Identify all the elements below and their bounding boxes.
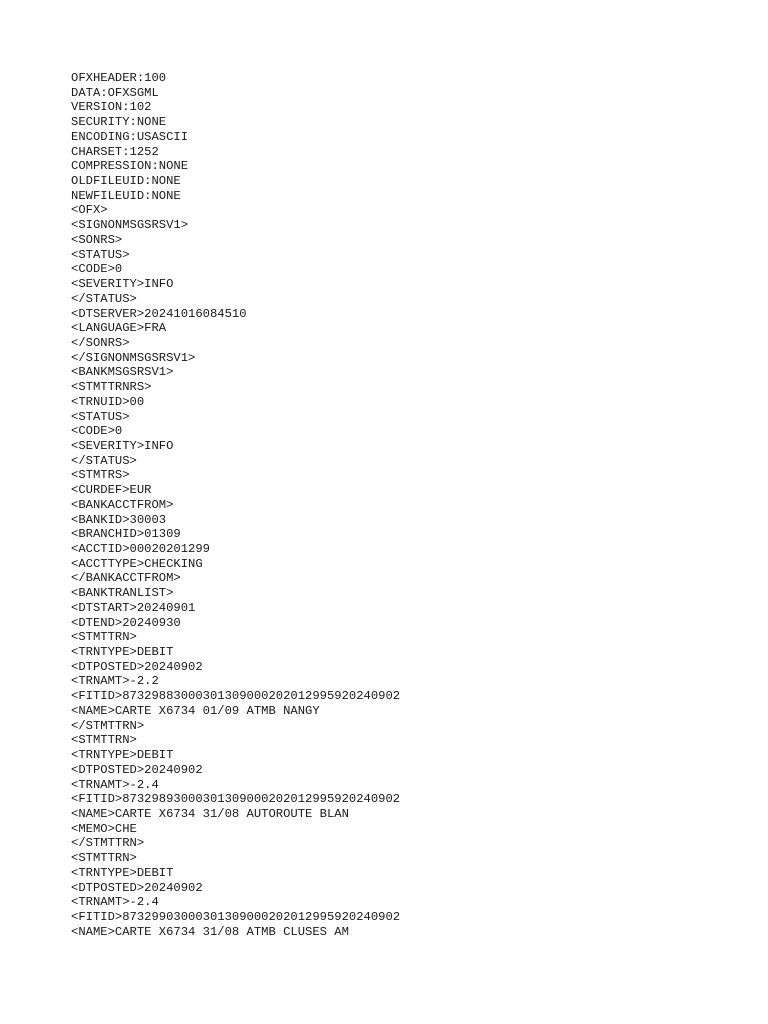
document-line: <DTPOSTED>20240902 — [71, 659, 203, 674]
document-line: <LANGUAGE>FRA — [71, 321, 167, 336]
document-line: <TRNUID>00 — [71, 394, 145, 409]
document-line: <STMTTRN> — [71, 630, 137, 645]
document-line: </STATUS> — [71, 291, 137, 306]
document-line: <SEVERITY>INFO — [71, 277, 174, 292]
document-line: <BANKMSGSRSV1> — [71, 365, 174, 380]
document-line: <STMTRS> — [71, 468, 130, 483]
document-line: OFXHEADER:100 — [71, 71, 167, 85]
document-line: </STMTTRN> — [71, 836, 145, 851]
document-line: <DTSTART>20240901 — [71, 600, 196, 615]
document-line: <STMTTRN> — [71, 851, 137, 866]
document-line: <NAME>CARTE X6734 31/08 ATMB CLUSES AM — [71, 924, 349, 939]
document-line: <TRNAMT>-2.4 — [71, 895, 159, 910]
document-line: <DTSERVER>20241016084510 — [71, 306, 247, 321]
document-line: <BANKTRANLIST> — [71, 586, 174, 601]
document-line: <MEMO>CHE — [71, 821, 137, 836]
document-line: <NAME>CARTE X6734 01/09 ATMB NANGY — [71, 703, 320, 718]
document-line: CHARSET:1252 — [71, 144, 159, 159]
document-line: <ACCTTYPE>CHECKING — [71, 556, 203, 571]
document-line: <FITID>87329903000301309000202012995920240902 — [71, 909, 401, 924]
document-line: <TRNTYPE>DEBIT — [71, 865, 174, 880]
document-line: <NAME>CARTE X6734 31/08 AUTOROUTE BLAN — [71, 806, 349, 821]
document-line: <SIGNONMSGSRSV1> — [71, 218, 189, 233]
document-line: <STATUS> — [71, 409, 130, 424]
document-line: SECURITY:NONE — [71, 115, 167, 130]
document-line: <STATUS> — [71, 247, 130, 262]
document-line: <ACCTID>00020201299 — [71, 542, 210, 556]
document-line: <DTEND>20240930 — [71, 615, 181, 630]
document-line: <CODE>0 — [71, 262, 123, 277]
document-line: <OFX> — [71, 203, 108, 218]
document-line: </STATUS> — [71, 453, 137, 468]
ofx-file-content — [71, 71, 400, 939]
document-line: <SONRS> — [71, 232, 123, 247]
document-line: </BANKACCTFROM> — [71, 571, 181, 586]
document-line: <TRNTYPE>DEBIT — [71, 645, 174, 660]
document-line: DATA:OFXSGML — [71, 85, 159, 100]
document-line: <CODE>0 — [71, 424, 123, 439]
document-line: </SIGNONMSGSRSV1> — [71, 350, 196, 365]
document-line: <CURDEF>EUR — [71, 483, 152, 498]
document-line: OLDFILEUID:NONE — [71, 174, 181, 189]
document-line: </SONRS> — [71, 335, 130, 350]
document-line: <STMTTRNRS> — [71, 380, 152, 395]
document-line: ENCODING:USASCII — [71, 129, 189, 144]
document-line: <TRNAMT>-2.4 — [71, 777, 159, 792]
document-line: </STMTTRN> — [71, 718, 145, 733]
document-line: <DTPOSTED>20240902 — [71, 880, 203, 895]
document-line: <BRANCHID>01309 — [71, 527, 181, 542]
document-line: COMPRESSION:NONE — [71, 159, 189, 174]
document-line: <TRNAMT>-2.2 — [71, 674, 159, 689]
document-line: <TRNTYPE>DEBIT — [71, 748, 174, 763]
document-line: <DTPOSTED>20240902 — [71, 762, 203, 777]
document-line: <BANKID>30003 — [71, 512, 167, 527]
document-line: <STMTTRN> — [71, 733, 137, 748]
document-line: VERSION:102 — [71, 100, 152, 115]
document-line: <FITID>87329883000301309000202012995920240902 — [71, 689, 401, 704]
document-line: <FITID>87329893000301309000202012995920240902 — [71, 792, 401, 807]
document-line: <BANKACCTFROM> — [71, 497, 174, 512]
document-line: <SEVERITY>INFO — [71, 438, 174, 453]
document-line: NEWFILEUID:NONE — [71, 188, 181, 203]
